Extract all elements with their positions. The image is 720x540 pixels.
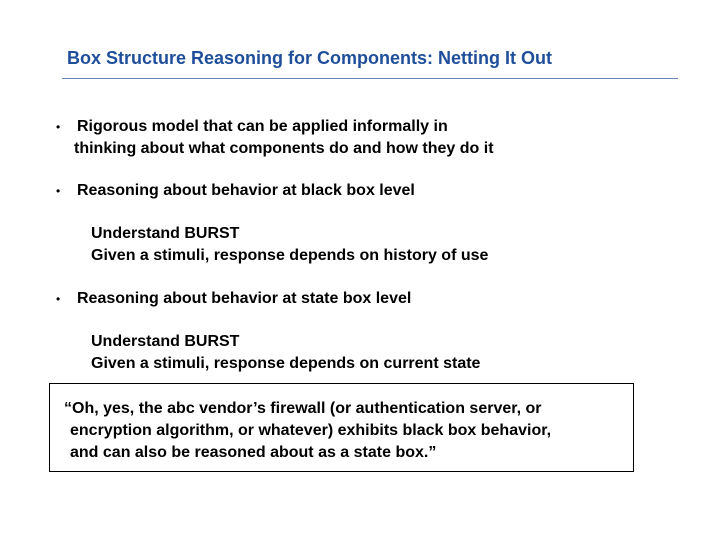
quote-line: “Oh, yes, the abc vendor’s firewall (or authentication server, or	[64, 400, 542, 417]
quote-text	[64, 398, 551, 464]
bullet-marker: •	[56, 184, 61, 198]
state-box-sub-points	[91, 331, 480, 375]
quote-line: and can also be reasoned about as a state box.”	[70, 444, 437, 461]
bullet-item-black-box	[56, 180, 415, 202]
bullet-marker: •	[56, 292, 61, 306]
bullet-marker: •	[56, 120, 61, 134]
bullet-text	[74, 116, 494, 160]
title-underline	[62, 78, 678, 79]
quote-line: encryption algorithm, or whatever) exhibits black box behavior,	[70, 422, 552, 439]
sub-point: Given a stimuli, response depends on current state	[91, 355, 481, 372]
slide-title: Box Structure Reasoning for Components: Netting It Out	[67, 48, 552, 68]
bullet-item-rigorous-model	[56, 116, 494, 160]
bullet-line: thinking about what components do and how they do it	[74, 140, 494, 157]
bullet-line: Rigorous model that can be applied informally in	[77, 118, 448, 135]
sub-point: Given a stimuli, response depends on history of use	[91, 247, 489, 264]
black-box-sub-points	[91, 223, 488, 267]
sub-point: Understand BURST	[91, 333, 240, 350]
bullet-text: Reasoning about behavior at black box level	[77, 182, 415, 199]
bullet-item-state-box	[56, 288, 411, 310]
sub-point: Understand BURST	[91, 225, 240, 242]
bullet-text: Reasoning about behavior at state box level	[77, 290, 412, 307]
